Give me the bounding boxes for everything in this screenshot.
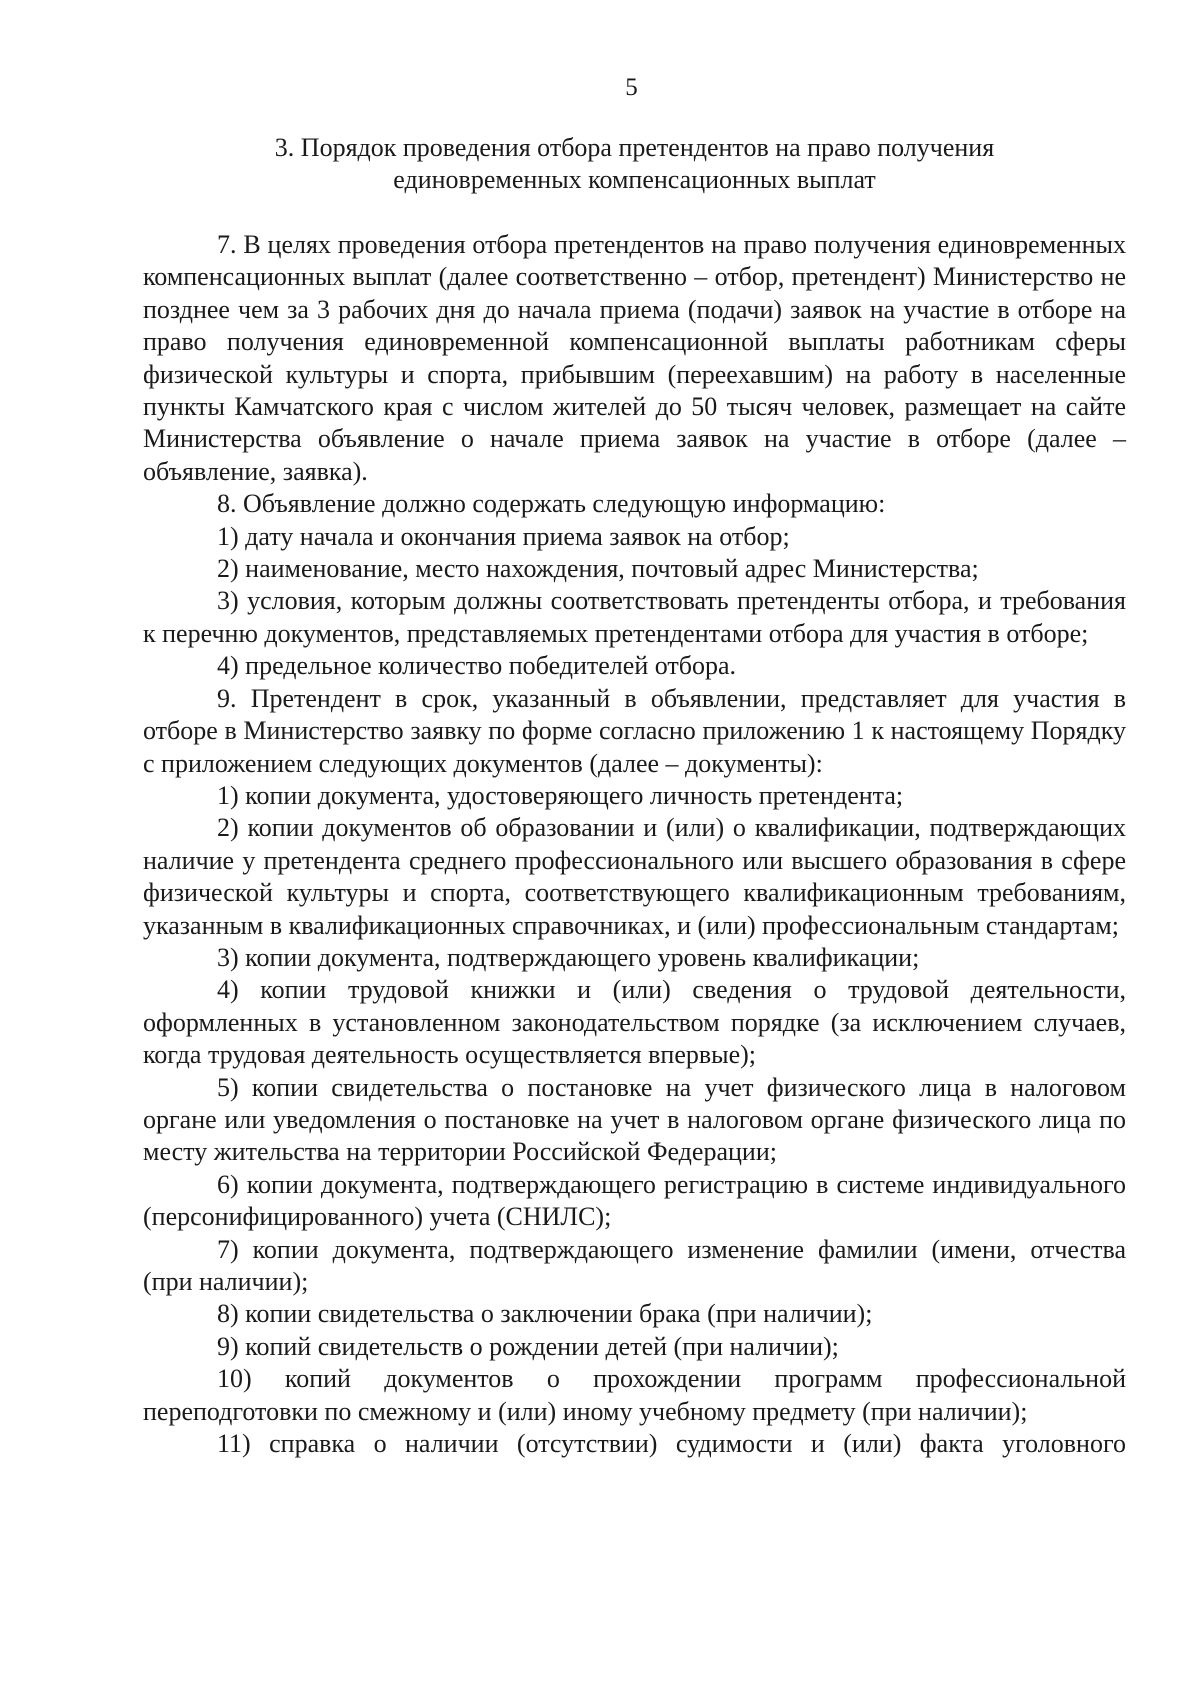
paragraph-9: 9. Претендент в срок, указанный в объявлении, представляет для участия в отборе в Министерство заявку по форме согласно приложению 1 к настоящему Порядку с приложением следующих документов (далее – документы): [143,683,1126,778]
section-heading [143,132,1126,196]
list-item-9-4: 4) копии трудовой книжки и (или) сведения о трудовой деятельности, оформленных в установленном законодательством порядке (за исключением случаев, когда трудовая деятельность осуществляется впервые); [143,975,1126,1070]
list-item-8-2: 2) наименование, место нахождения, почтовый адрес Министерства; [217,554,979,584]
list-item-9-1: 1) копии документа, удостоверяющего личность претендента; [217,780,904,810]
list-item-8-4: 4) предельное количество победителей отбора. [217,651,737,681]
document-body [143,229,1126,1460]
list-item-9-8: 8) копии свидетельства о заключении брака (при наличии); [217,1299,873,1329]
paragraph-7: 7. В целях проведения отбора претендентов на право получения единовременных компенсационных выплат (далее соответственно – отбор, претендент) Министерство не позднее чем за 3 рабочих дня до начала приема (подачи) заявок на участие в отборе на право получения единовременной компенсационной выплаты работникам сферы физической культуры и спорта, прибывшим (переехавшим) на работу в населенные пункты Камчатского края с числом жителей до 50 тысяч человек, размещает на сайте Министерства объявление о начале приема заявок на участие в отборе (далее – объявление, заявка). [143,230,1126,486]
paragraph-8: 8. Объявление должно содержать следующую информацию: [217,489,886,519]
list-item-9-5: 5) копии свидетельства о постановке на учет физического лица в налоговом органе или уведомления о постановке на учет в налоговом органе физического лица по месту жительства на территории Российской Федерации; [143,1072,1126,1167]
list-item-9-6: 6) копии документа, подтверждающего регистрацию в системе индивидуального (персонифицированного) учета (СНИЛС); [143,1169,1126,1232]
list-item-9-7: 7) копии документа, подтверждающего изменение фамилии (имени, отчества (при наличии); [143,1234,1126,1296]
list-item-8-1: 1) дату начала и окончания приема заявок на отбор; [217,521,790,551]
list-item-9-3: 3) копии документа, подтверждающего уровень квалификации; [217,942,920,972]
section-heading-line-1: 3. Порядок проведения отбора претендентов на право получения [274,133,995,162]
list-item-9-11: 11) справка о наличии (отсутствии) судимости и (или) факта уголовного [217,1429,1126,1459]
list-item-9-9: 9) копий свидетельств о рождении детей (при наличии); [217,1331,839,1361]
section-heading-line-2: единовременных компенсационных выплат [393,165,876,194]
list-item-9-2: 2) копии документов об образовании и (или) о квалификации, подтверждающих наличие у претендента среднего профессионального или высшего образования в сфере физической культуры и спорта, соответствующего квалификационным требованиям, указанным в квалификационных справочниках, и (или) профессиональным стандартам; [143,813,1126,940]
page-number: 5 [625,74,638,101]
list-item-9-10: 10) копий документов о прохождении программ профессиональной переподготовки по смежному и (или) иному учебному предмету (при наличии); [143,1364,1126,1426]
list-item-8-3: 3) условия, которым должны соответствовать претенденты отбора, и требования к перечню документов, представляемых претендентами отбора для участия в отборе; [143,586,1126,648]
